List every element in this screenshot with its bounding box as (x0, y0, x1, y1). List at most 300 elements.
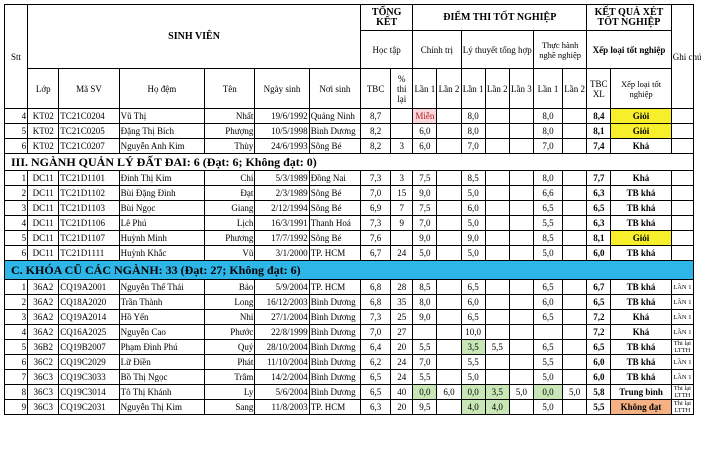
cell-gc (671, 171, 693, 186)
header-tong-ket: TỔNG KẾT (361, 5, 413, 31)
cell-xl: TB khá (611, 186, 671, 201)
cell-gc (671, 139, 693, 154)
cell-ct1: 5,5 (413, 340, 437, 355)
table-row (5, 355, 694, 370)
cell-th2 (563, 216, 587, 231)
cell-gc: LẦN 1 (671, 295, 693, 310)
cell-ns: 16/3/1991 (255, 216, 309, 231)
cell-lt2 (485, 124, 509, 139)
cell-th2 (563, 325, 587, 340)
header-ct-lan1: Lần 1 (413, 69, 437, 109)
cell-lt3 (509, 400, 533, 415)
cell-lt2 (485, 186, 509, 201)
cell-ct2: 6,0 (437, 385, 461, 400)
cell-tbc: 7,3 (361, 216, 391, 231)
cell-th1: 5,5 (533, 355, 562, 370)
table-row (5, 370, 694, 385)
cell-ns: 14/2/2004 (255, 370, 309, 385)
cell-ten: Nhất (205, 109, 255, 124)
table-row (5, 139, 694, 154)
cell-lop: DC11 (28, 216, 59, 231)
cell-ma: TC21D1111 (59, 246, 119, 261)
cell-xl: Giỏi (611, 109, 671, 124)
cell-gc: LẦN 1 (671, 355, 693, 370)
cell-tbcxl: 6,5 (587, 201, 611, 216)
cell-noi: Bình Dương (309, 385, 360, 400)
cell-th2 (563, 231, 587, 246)
cell-stt: 5 (5, 124, 28, 139)
cell-stt: 4 (5, 325, 28, 340)
cell-tbc: 8,7 (361, 109, 391, 124)
cell-ho: Đinh Thị Kim (119, 171, 204, 186)
cell-lop: DC11 (28, 186, 59, 201)
cell-lt2 (485, 355, 509, 370)
cell-ct2 (437, 400, 461, 415)
cell-xl: TB khá (611, 280, 671, 295)
cell-gc: Thi lại LTTH (671, 400, 693, 415)
cell-tbc: 8,2 (361, 139, 391, 154)
cell-th2: 5,0 (563, 385, 587, 400)
cell-noi: Bình Dương (309, 370, 360, 385)
cell-lt3 (509, 340, 533, 355)
cell-ten: Đạt (205, 186, 255, 201)
cell-tbcxl: 7,2 (587, 310, 611, 325)
cell-tbc: 6,8 (361, 295, 391, 310)
cell-noi: Bình Dương (309, 325, 360, 340)
cell-tbcxl: 6,0 (587, 370, 611, 385)
cell-noi: Sông Bé (309, 201, 360, 216)
cell-lt1: 8,5 (461, 171, 485, 186)
cell-ct2 (437, 216, 461, 231)
cell-ma: TC21D1102 (59, 186, 119, 201)
cell-ns: 11/10/2004 (255, 355, 309, 370)
cell-ma: CQ19C3033 (59, 370, 119, 385)
cell-th1: 7,0 (533, 139, 562, 154)
cell-lt1: 8,0 (461, 109, 485, 124)
header-xep-loai: Xếp loại tốt nghiệp (587, 31, 671, 69)
cell-gc (671, 216, 693, 231)
cell-stt: 3 (5, 201, 28, 216)
cell-lt2 (485, 139, 509, 154)
cell-lt2: 3,5 (485, 385, 509, 400)
table-row (5, 109, 694, 124)
cell-lt3 (509, 109, 533, 124)
cell-noi: TP. HCM (309, 246, 360, 261)
cell-ct1: 7,5 (413, 201, 437, 216)
cell-ten: Phát (205, 355, 255, 370)
cell-gc (671, 201, 693, 216)
cell-th1 (533, 325, 562, 340)
cell-ns: 28/10/2004 (255, 340, 309, 355)
cell-stt: 1 (5, 171, 28, 186)
cell-lop: 36C2 (28, 355, 59, 370)
cell-pct: 20 (391, 400, 413, 415)
table-row (5, 124, 694, 139)
cell-lt2: 5,5 (485, 340, 509, 355)
cell-th2 (563, 109, 587, 124)
cell-stt: 2 (5, 295, 28, 310)
cell-tbcxl: 5,5 (587, 400, 611, 415)
graduation-results-table (4, 4, 701, 415)
cell-ct1: 0,0 (413, 385, 437, 400)
cell-xl: TB khá (611, 370, 671, 385)
cell-noi: Bình Dương (309, 310, 360, 325)
cell-ten: Nhi (205, 310, 255, 325)
table-header (5, 5, 701, 109)
cell-xl: TB khá (611, 246, 671, 261)
cell-lt3 (509, 124, 533, 139)
cell-noi: TP. HCM (309, 280, 360, 295)
cell-ten: Long (205, 295, 255, 310)
section-title: III. NGÀNH QUẢN LÝ ĐẤT ĐAI: 6 (Đạt: 6; Không đạt: 0) (5, 154, 694, 171)
cell-lt1: 6,5 (461, 280, 485, 295)
header-ho-dem: Họ đệm (119, 69, 204, 109)
cell-ct2 (437, 355, 461, 370)
cell-stt: 2 (5, 186, 28, 201)
cell-tbcxl: 6,5 (587, 340, 611, 355)
cell-noi: Quảng Ninh (309, 109, 360, 124)
cell-ten: Vũ (205, 246, 255, 261)
cell-th1: 8,5 (533, 231, 562, 246)
header-lt-lan2: Lần 2 (485, 69, 509, 109)
cell-lop: 36A2 (28, 280, 59, 295)
cell-ma: TC21C0205 (59, 124, 119, 139)
cell-tbcxl: 6,3 (587, 186, 611, 201)
cell-pct: 20 (391, 340, 413, 355)
header-ten: Tên (205, 69, 255, 109)
cell-ct1: 5,5 (413, 370, 437, 385)
cell-lt2 (485, 280, 509, 295)
cell-ct1: 7,5 (413, 171, 437, 186)
table-row (5, 216, 694, 231)
cell-ho: Tô Thị Khánh (119, 385, 204, 400)
cell-ct2 (437, 124, 461, 139)
cell-ma: CQ19A2014 (59, 310, 119, 325)
cell-noi: TP. HCM (309, 400, 360, 415)
cell-ns: 5/9/2004 (255, 280, 309, 295)
cell-ns: 10/5/1998 (255, 124, 309, 139)
header-thuc-hanh: Thực hành nghề nghiệp (533, 31, 586, 69)
header-lt-lan1: Lần 1 (461, 69, 485, 109)
cell-ma: CQ19C3014 (59, 385, 119, 400)
cell-tbcxl: 5,8 (587, 385, 611, 400)
cell-ho: Lê Phú (119, 216, 204, 231)
cell-lt3 (509, 139, 533, 154)
cell-ct2 (437, 171, 461, 186)
cell-pct: 40 (391, 385, 413, 400)
cell-xl: Trung bình (611, 385, 671, 400)
cell-stt: 8 (5, 385, 28, 400)
cell-lop: KT02 (28, 109, 59, 124)
cell-tbcxl: 6,0 (587, 355, 611, 370)
table-row (5, 310, 694, 325)
cell-ct1: 8,5 (413, 280, 437, 295)
cell-gc (671, 246, 693, 261)
cell-lop: 36A2 (28, 295, 59, 310)
cell-ct2 (437, 280, 461, 295)
cell-th1: 6,5 (533, 280, 562, 295)
cell-ho: Nguyễn Cao (119, 325, 204, 340)
cell-noi: Bình Dương (309, 295, 360, 310)
cell-xl: TB khá (611, 355, 671, 370)
header-xep-loai-small: Xếp loại tốt nghiệp (611, 69, 671, 109)
cell-ct2 (437, 186, 461, 201)
cell-noi: Bình Dương (309, 355, 360, 370)
cell-lt1: 5,0 (461, 186, 485, 201)
cell-lt1: 0,0 (461, 385, 485, 400)
cell-ct2 (437, 201, 461, 216)
cell-ct1: 6,0 (413, 124, 437, 139)
cell-th2 (563, 201, 587, 216)
table-row (5, 201, 694, 216)
cell-tbcxl: 7,4 (587, 139, 611, 154)
cell-ten: Phượng (205, 124, 255, 139)
cell-gc: Thi lại LTTH (671, 385, 693, 400)
cell-ma: TC21D1103 (59, 201, 119, 216)
table-body (5, 109, 694, 415)
cell-lop: 36A2 (28, 325, 59, 340)
cell-noi: Đồng Nai (309, 171, 360, 186)
cell-lt2 (485, 109, 509, 124)
cell-tbc: 6,9 (361, 201, 391, 216)
cell-lt1: 9,0 (461, 231, 485, 246)
cell-lt2 (485, 216, 509, 231)
cell-stt: 4 (5, 109, 28, 124)
table-row (5, 231, 694, 246)
cell-tbcxl: 8,1 (587, 231, 611, 246)
cell-ho: Phạm Đình Phú (119, 340, 204, 355)
cell-stt: 4 (5, 216, 28, 231)
cell-th2 (563, 310, 587, 325)
cell-gc: LẦN 1 (671, 370, 693, 385)
cell-th1: 8,0 (533, 124, 562, 139)
cell-ho: Nguyễn Anh Kim (119, 139, 204, 154)
cell-ma: TC21D1107 (59, 231, 119, 246)
cell-stt: 7 (5, 370, 28, 385)
cell-th2 (563, 280, 587, 295)
cell-ho: Nguyễn Thị Kim (119, 400, 204, 415)
cell-gc: LẦN 1 (671, 310, 693, 325)
cell-ns: 5/3/1989 (255, 171, 309, 186)
cell-pct: 24 (391, 370, 413, 385)
cell-xl: Không đạt (611, 400, 671, 415)
cell-ma: TC21C0207 (59, 139, 119, 154)
cell-ma: TC21C0204 (59, 109, 119, 124)
cell-ten: Trâm (205, 370, 255, 385)
cell-th1: 5,0 (533, 370, 562, 385)
cell-ns: 17/7/1992 (255, 231, 309, 246)
cell-th1: 6,5 (533, 201, 562, 216)
cell-lop: KT02 (28, 124, 59, 139)
cell-lt3 (509, 280, 533, 295)
cell-ten: Giang (205, 201, 255, 216)
cell-ct2 (437, 231, 461, 246)
cell-ma: TC21D1106 (59, 216, 119, 231)
section-title: C. KHÓA CŨ CÁC NGÀNH: 33 (Đạt: 27; Không đạt: 6) (5, 261, 694, 280)
cell-xl: Khá (611, 325, 671, 340)
cell-lop: KT02 (28, 139, 59, 154)
cell-lt1: 3,5 (461, 340, 485, 355)
header-lt-lan3: Lần 3 (509, 69, 533, 109)
cell-ct1: 5,0 (413, 246, 437, 261)
cell-tbc: 7,6 (361, 231, 391, 246)
cell-ct1: 8,0 (413, 295, 437, 310)
cell-th2 (563, 400, 587, 415)
cell-xl: Khá (611, 171, 671, 186)
cell-tbc: 6,8 (361, 280, 391, 295)
header-pct-thi-lai: % thi lại (391, 69, 413, 109)
cell-lt1: 6,0 (461, 295, 485, 310)
cell-ma: CQ19B2007 (59, 340, 119, 355)
cell-lop: DC11 (28, 246, 59, 261)
cell-lt1: 5,0 (461, 246, 485, 261)
cell-gc: LẦN 1 (671, 280, 693, 295)
header-diem-thi: ĐIỂM THI TỐT NGHIỆP (413, 5, 587, 31)
cell-lt3: 5,0 (509, 385, 533, 400)
table-row (5, 400, 694, 415)
cell-ho: Lữ Điền (119, 355, 204, 370)
cell-lop: 36C3 (28, 385, 59, 400)
cell-ma: CQ18A2020 (59, 295, 119, 310)
cell-th1: 6,0 (533, 295, 562, 310)
cell-lt2 (485, 325, 509, 340)
cell-tbcxl: 6,7 (587, 280, 611, 295)
cell-stt: 5 (5, 231, 28, 246)
cell-lop: 36C3 (28, 400, 59, 415)
cell-tbc: 7,3 (361, 171, 391, 186)
section-row (5, 154, 694, 171)
cell-ct1: 9,0 (413, 231, 437, 246)
cell-ct2 (437, 310, 461, 325)
cell-ct1: 9,0 (413, 186, 437, 201)
cell-lt1: 10,0 (461, 325, 485, 340)
cell-th2 (563, 171, 587, 186)
table-row (5, 295, 694, 310)
cell-lt2 (485, 231, 509, 246)
table-row (5, 246, 694, 261)
cell-lt3 (509, 370, 533, 385)
cell-ct1 (413, 325, 437, 340)
cell-pct (391, 109, 413, 124)
cell-lt3 (509, 201, 533, 216)
header-sinh-vien: SINH VIÊN (28, 5, 361, 69)
cell-lt3 (509, 186, 533, 201)
cell-lt1: 6,0 (461, 201, 485, 216)
cell-ma: CQ16A2025 (59, 325, 119, 340)
cell-ns: 27/1/2004 (255, 310, 309, 325)
cell-ma: CQ19A2001 (59, 280, 119, 295)
cell-th1: 6,6 (533, 186, 562, 201)
cell-tbc: 6,2 (361, 355, 391, 370)
cell-th1: 8,0 (533, 109, 562, 124)
cell-gc (671, 231, 693, 246)
table-row (5, 171, 694, 186)
cell-noi: Sông Bé (309, 186, 360, 201)
cell-tbc: 6,4 (361, 340, 391, 355)
cell-ct2 (437, 109, 461, 124)
header-noi-sinh: Nơi sinh (309, 69, 360, 109)
cell-noi: Bình Dương (309, 124, 360, 139)
cell-ct2 (437, 246, 461, 261)
cell-ct2 (437, 340, 461, 355)
cell-lt2 (485, 171, 509, 186)
cell-th1: 6,5 (533, 310, 562, 325)
cell-tbcxl: 7,2 (587, 325, 611, 340)
header-tbc-xl: TBC XL (587, 69, 611, 109)
cell-th2 (563, 340, 587, 355)
cell-gc: Thi lại LTTH (671, 340, 693, 355)
cell-tbc: 6,3 (361, 400, 391, 415)
cell-lt1: 5,0 (461, 370, 485, 385)
cell-xl: TB khá (611, 216, 671, 231)
cell-ho: Nguyễn Thế Thái (119, 280, 204, 295)
cell-stt: 3 (5, 310, 28, 325)
header-th-lan2: Lần 2 (563, 69, 587, 109)
cell-ho: Đặng Thị Bích (119, 124, 204, 139)
cell-pct (391, 124, 413, 139)
cell-xl: TB khá (611, 340, 671, 355)
cell-stt: 6 (5, 246, 28, 261)
cell-pct: 7 (391, 201, 413, 216)
cell-ct2 (437, 295, 461, 310)
cell-stt: 9 (5, 400, 28, 415)
cell-gc (671, 124, 693, 139)
cell-noi: Bình Dương (309, 340, 360, 355)
cell-tbc: 6,5 (361, 370, 391, 385)
cell-ho: Bồ Thị Ngọc (119, 370, 204, 385)
cell-pct: 35 (391, 295, 413, 310)
cell-ns: 5/6/2004 (255, 385, 309, 400)
cell-lt1: 6,5 (461, 310, 485, 325)
header-chinh-tri: Chính trị (413, 31, 461, 69)
cell-th1: 0,0 (533, 385, 562, 400)
cell-pct: 25 (391, 310, 413, 325)
cell-ten: Chi (205, 171, 255, 186)
header-ket-qua: KẾT QUẢ XÉT TỐT NGHIỆP (587, 5, 671, 31)
cell-ns: 3/1/2000 (255, 246, 309, 261)
cell-lt1: 4,0 (461, 400, 485, 415)
cell-lt1: 5,5 (461, 355, 485, 370)
cell-tbc: 6,5 (361, 385, 391, 400)
cell-noi: Thanh Hoá (309, 216, 360, 231)
cell-pct: 28 (391, 280, 413, 295)
cell-pct: 3 (391, 171, 413, 186)
cell-th2 (563, 186, 587, 201)
cell-ct2 (437, 325, 461, 340)
cell-th2 (563, 124, 587, 139)
cell-tbcxl: 7,7 (587, 171, 611, 186)
cell-ho: Huỳnh Khắc (119, 246, 204, 261)
header-ly-thuyet: Lý thuyết tổng hợp (461, 31, 533, 69)
cell-ho: Huỳnh Minh (119, 231, 204, 246)
cell-lt3 (509, 246, 533, 261)
cell-ten: Thùy (205, 139, 255, 154)
cell-tbc: 7,3 (361, 310, 391, 325)
cell-lop: DC11 (28, 201, 59, 216)
header-ghi-chu: Ghi chú (671, 5, 693, 109)
cell-ten: Ly (205, 385, 255, 400)
cell-lt3 (509, 325, 533, 340)
header-lop: Lớp (28, 69, 59, 109)
cell-ns: 22/8/1999 (255, 325, 309, 340)
cell-xl: TB khá (611, 201, 671, 216)
cell-th2 (563, 246, 587, 261)
cell-tbc: 7,0 (361, 186, 391, 201)
cell-ct1: 9,0 (413, 310, 437, 325)
cell-ten: Lịch (205, 216, 255, 231)
cell-tbcxl: 6,5 (587, 295, 611, 310)
cell-ho: Trần Thành (119, 295, 204, 310)
